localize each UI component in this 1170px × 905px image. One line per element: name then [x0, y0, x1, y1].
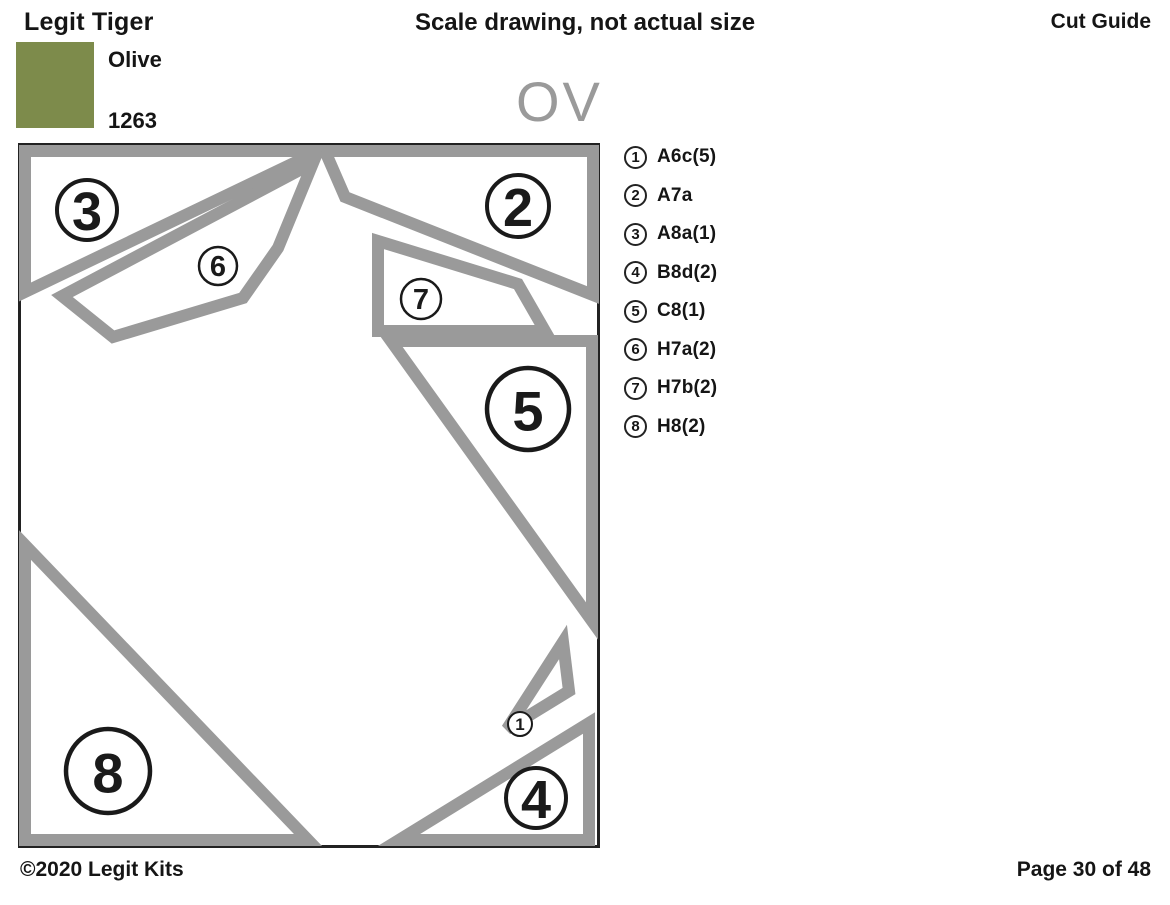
piece-1-number: 1	[515, 715, 525, 735]
piece-4-number: 4	[520, 770, 552, 831]
pattern-title: Legit Tiger	[24, 8, 154, 36]
legend-badge-4: 4	[624, 261, 647, 284]
legend-badge-3: 3	[624, 223, 647, 246]
legend-label-5: C8(1)	[657, 300, 706, 321]
legend-item-5	[624, 300, 717, 322]
piece-8-number: 8	[92, 741, 124, 805]
fabric-color-code: 1263	[108, 108, 157, 133]
legend-item-1	[624, 146, 717, 168]
legend-badge-5: 5	[624, 300, 647, 323]
legend-item-6	[624, 339, 717, 361]
legend-item-3	[624, 223, 717, 245]
section-label: Cut Guide	[1050, 10, 1151, 33]
legend-label-3: A8a(1)	[657, 223, 717, 244]
piece-6-number: 6	[209, 251, 227, 284]
copyright-text: ©2020 Legit Kits	[20, 858, 184, 881]
legend-badge-6: 6	[624, 338, 647, 361]
legend-label-7: H7b(2)	[657, 377, 718, 398]
piece-7-number: 7	[412, 284, 430, 317]
legend	[624, 146, 717, 454]
legend-label-2: A7a	[657, 184, 693, 206]
legend-item-7	[624, 377, 717, 399]
legend-item-2	[624, 185, 717, 207]
legend-label-6: H7a(2)	[657, 338, 717, 360]
fabric-color-name: Olive	[108, 47, 162, 72]
piece-3-number: 3	[71, 182, 103, 243]
legend-badge-1: 1	[624, 146, 647, 169]
legend-badge-2: 2	[624, 184, 647, 207]
legend-badge-7: 7	[624, 377, 647, 400]
scale-note: Scale drawing, not actual size	[414, 9, 756, 36]
legend-label-1: A6c(5)	[657, 146, 717, 167]
legend-badge-8: 8	[624, 415, 647, 438]
legend-label-8: H8(2)	[657, 415, 706, 437]
legend-item-8	[624, 416, 717, 438]
page-number: Page 30 of 48	[1016, 858, 1151, 881]
piece-5-number: 5	[512, 379, 544, 443]
piece-2-number: 2	[502, 178, 534, 239]
legend-item-4	[624, 262, 717, 284]
legend-label-4: B8d(2)	[657, 261, 718, 283]
fabric-group-label: OV	[516, 70, 603, 133]
